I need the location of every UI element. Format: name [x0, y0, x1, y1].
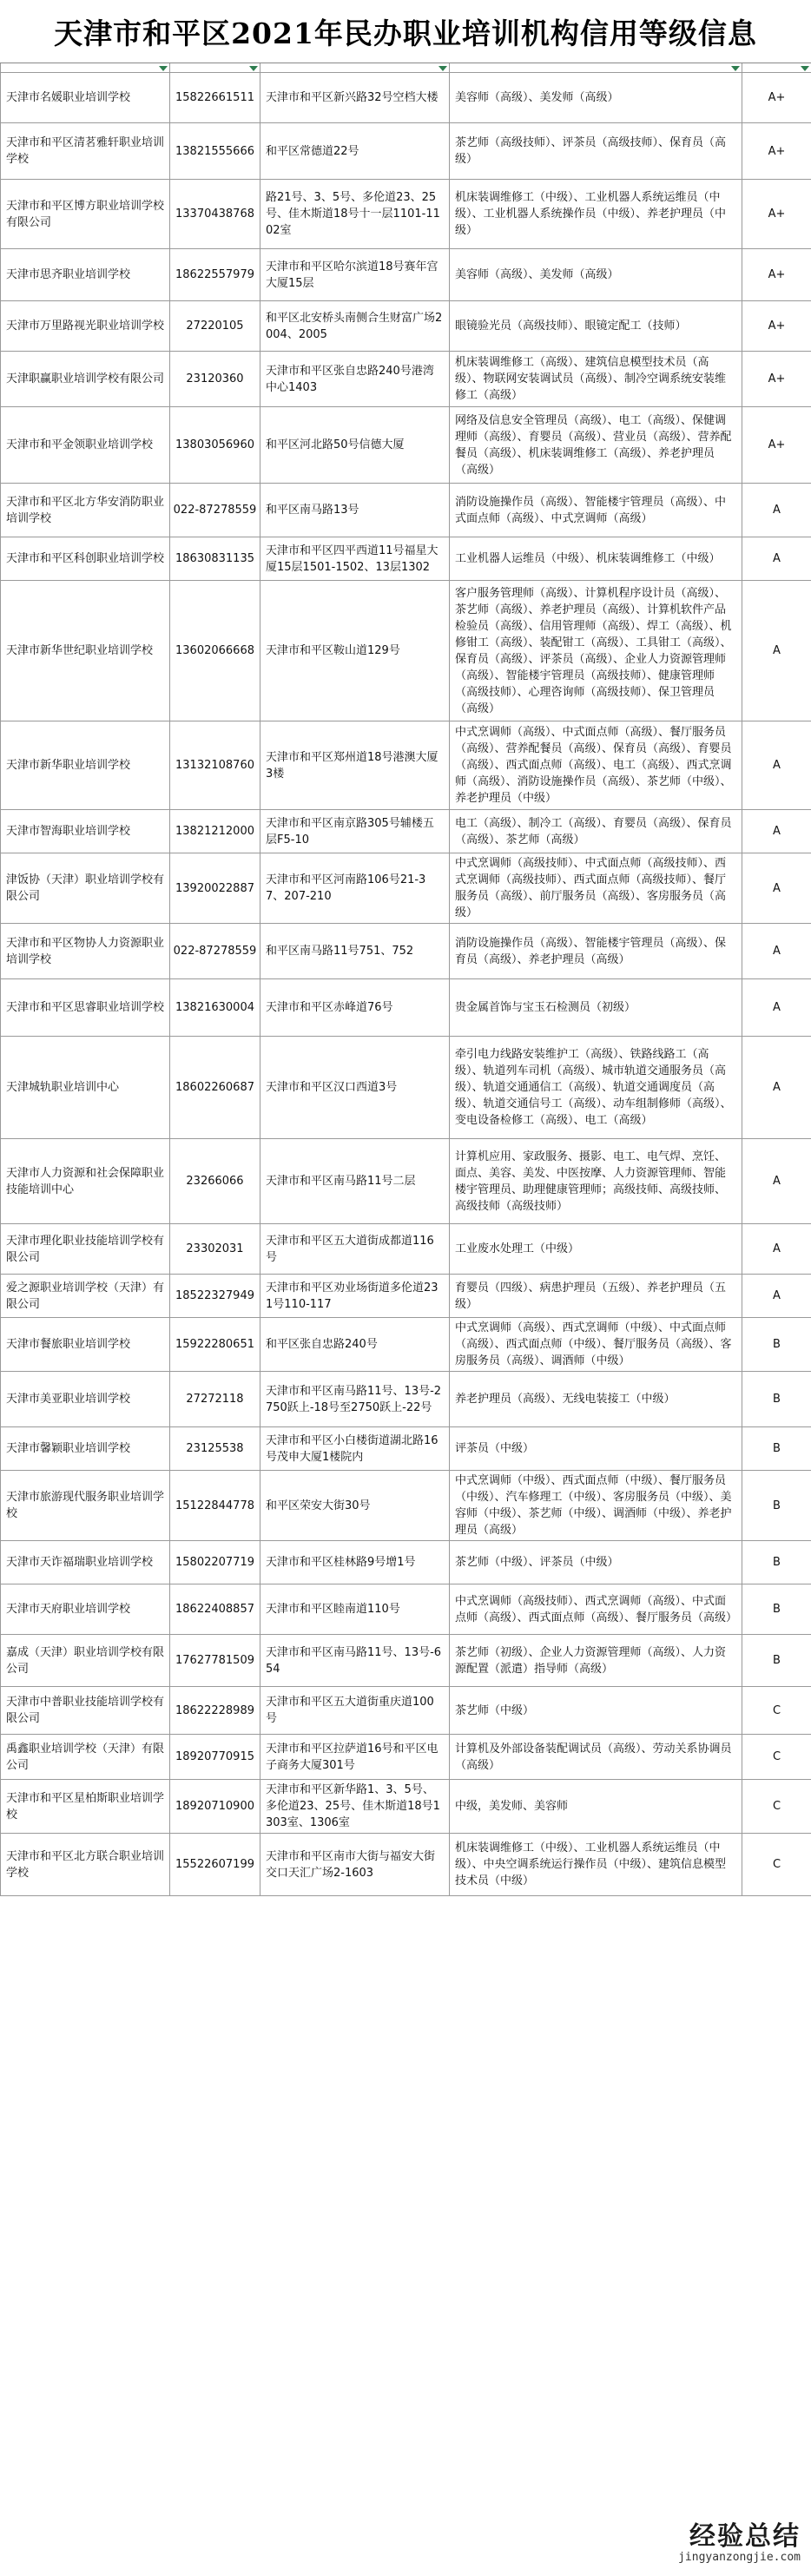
- address-cell: 天津市和平区张自忠路240号港湾中心1403: [260, 352, 450, 407]
- table-row: [1, 180, 811, 249]
- courses-cell: 网络及信息安全管理员（高级）、电工（高级）、保健调理师（高级）、育婴员（高级）、营业员（高级）、营养配餐员（高级）、机床装调维修工（高级）、养老护理员（高级）: [450, 407, 742, 484]
- name-cell: 天津市美亚职业培训学校: [1, 1372, 170, 1427]
- address-cell: 天津市和平区哈尔滨道18号赛年宫大厦15层: [260, 249, 450, 301]
- name-cell: 天津市馨颖职业培训学校: [1, 1427, 170, 1471]
- courses-cell: 贵金属首饰与宝玉石检测员（初级）: [450, 979, 742, 1037]
- table-row: [1, 123, 811, 180]
- address-cell: 天津市和平区五大道街成都道116号: [260, 1224, 450, 1275]
- phone-cell: 23266066: [170, 1139, 260, 1224]
- address-cell: 和平区荣安大街30号: [260, 1471, 450, 1541]
- grade-cell: A: [742, 810, 811, 853]
- grade-cell: A+: [742, 352, 811, 407]
- name-cell: 嘉成（天津）职业培训学校有限公司: [1, 1635, 170, 1687]
- courses-cell: 眼镜验光员（高级技师）、眼镜定配工（技师）: [450, 301, 742, 352]
- grade-cell: A: [742, 537, 811, 581]
- table-row: [1, 721, 811, 810]
- name-cell: 津饭协（天津）职业培训学校有限公司: [1, 853, 170, 924]
- phone-cell: 23120360: [170, 352, 260, 407]
- phone-cell: 15922280651: [170, 1318, 260, 1372]
- grade-cell: A: [742, 721, 811, 810]
- address-cell: 和平区常德道22号: [260, 123, 450, 180]
- phone-cell: 18622408857: [170, 1584, 260, 1635]
- table-row: [1, 1224, 811, 1275]
- name-cell: 天津市旅游现代服务职业培训学校: [1, 1471, 170, 1541]
- grade-cell: A+: [742, 249, 811, 301]
- page-title: 天津市和平区2021年民办职业培训机构信用等级信息: [54, 16, 757, 50]
- address-cell: 和平区南马路11号751、752: [260, 924, 450, 979]
- table-row: [1, 1834, 811, 1896]
- address-cell: 路21号、3、5号、多伦道23、25号、佳木斯道18号十一层1101-1102室: [260, 180, 450, 249]
- name-cell: 天津市和平区星柏斯职业培训学校: [1, 1780, 170, 1834]
- phone-cell: 022-87278559: [170, 924, 260, 979]
- courses-cell: 电工（高级）、制冷工（高级）、育婴员（高级）、保育员（高级）、茶艺师（高级）: [450, 810, 742, 853]
- grade-cell: B: [742, 1635, 811, 1687]
- name-cell: 天津市天府职业培训学校: [1, 1584, 170, 1635]
- filter-row: [1, 63, 811, 73]
- courses-cell: 中式烹调师（高级）、西式烹调师（中级）、中式面点师（高级）、西式面点师（中级）、餐厅服务员（高级）、客房服务员（高级）、调酒师（中级）: [450, 1318, 742, 1372]
- table-row: [1, 1037, 811, 1139]
- name-cell: 天津市中普职业技能培训学校有限公司: [1, 1687, 170, 1735]
- phone-cell: 18920770915: [170, 1735, 260, 1780]
- name-cell: 天津市和平区清茗雅轩职业培训学校: [1, 123, 170, 180]
- table-row: [1, 924, 811, 979]
- name-cell: 天津市天诈福瑞职业培训学校: [1, 1541, 170, 1584]
- address-cell: 天津市和平区拉萨道16号和平区电子商务大厦301号: [260, 1735, 450, 1780]
- phone-cell: 15522607199: [170, 1834, 260, 1896]
- courses-cell: 中式烹调师（高级）、中式面点师（高级）、餐厅服务员（高级）、营养配餐员（高级）、保育员（高级）、育婴员（高级）、西式面点师（高级）、电工（高级）、西式烹调师（高级）、消防设施操作员（高级）、茶艺师（中级）、养老护理员（中级）: [450, 721, 742, 810]
- grade-cell: A: [742, 581, 811, 721]
- phone-cell: 15822661511: [170, 73, 260, 123]
- name-cell: 天津市和平区物协人力资源职业培训学校: [1, 924, 170, 979]
- grade-cell: C: [742, 1780, 811, 1834]
- grade-cell: A+: [742, 407, 811, 484]
- courses-cell: 消防设施操作员（高级）、智能楼宇管理员（高级）、保育员（高级）、养老护理员（高级）: [450, 924, 742, 979]
- table-row: [1, 979, 811, 1037]
- name-cell: 天津市思齐职业培训学校: [1, 249, 170, 301]
- name-cell: 天津市和平区博方职业培训学校有限公司: [1, 180, 170, 249]
- address-cell: 天津市和平区新兴路32号空档大楼: [260, 73, 450, 123]
- grade-cell: A: [742, 979, 811, 1037]
- name-cell: 天津市新华世纪职业培训学校: [1, 581, 170, 721]
- table-row: [1, 853, 811, 924]
- filter-dropdown-icon[interactable]: [438, 66, 447, 71]
- address-cell: 天津市和平区南马路11号、13号-2750跃上-18号至2750跃上-22号: [260, 1372, 450, 1427]
- address-cell: 天津市和平区小白楼街道湖北路16号茂申大厦1楼院内: [260, 1427, 450, 1471]
- filter-dropdown-icon[interactable]: [731, 66, 740, 71]
- address-cell: 天津市和平区南马路11号二层: [260, 1139, 450, 1224]
- name-cell: 天津市和平金领职业培训学校: [1, 407, 170, 484]
- courses-cell: 中级，美发师、美容师: [450, 1780, 742, 1834]
- phone-cell: 23125538: [170, 1427, 260, 1471]
- phone-cell: 13821630004: [170, 979, 260, 1037]
- address-cell: 天津市和平区郑州道18号港澳大厦3楼: [260, 721, 450, 810]
- courses-cell: 消防设施操作员（高级）、智能楼宇管理员（高级）、中式面点师（高级）、中式烹调师（高级）: [450, 484, 742, 537]
- watermark-logo-text: 经验总结: [689, 2521, 801, 2552]
- phone-cell: 13132108760: [170, 721, 260, 810]
- table-row: [1, 1471, 811, 1541]
- phone-cell: 18602260687: [170, 1037, 260, 1139]
- table-row: [1, 1780, 811, 1834]
- address-cell: 天津市和平区劝业场街道多伦道231号110-117: [260, 1275, 450, 1318]
- address-cell: 天津市和平区汉口西道3号: [260, 1037, 450, 1139]
- courses-cell: 茶艺师（中级）、评茶员（中级）: [450, 1541, 742, 1584]
- phone-cell: 18522327949: [170, 1275, 260, 1318]
- table-row: [1, 1584, 811, 1635]
- name-cell: 天津职赢职业培训学校有限公司: [1, 352, 170, 407]
- address-cell: 天津市和平区赤峰道76号: [260, 979, 450, 1037]
- courses-cell: 中式烹调师（高级技师）、西式烹调师（高级）、中式面点师（高级）、西式面点师（高级）、餐厅服务员（高级）: [450, 1584, 742, 1635]
- name-cell: 天津市人力资源和社会保障职业技能培训中心: [1, 1139, 170, 1224]
- name-cell: 天津市和平区科创职业培训学校: [1, 537, 170, 581]
- phone-cell: 27220105: [170, 301, 260, 352]
- grade-cell: A: [742, 1139, 811, 1224]
- table-row: [1, 1372, 811, 1427]
- courses-cell: 中式烹调师（中级）、西式面点师（中级）、餐厅服务员（中级）、汽车修理工（中级）、客房服务员（中级）、美容师（中级）、茶艺师（中级）、调酒师（中级）、养老护理员（高级）: [450, 1471, 742, 1541]
- table-row: [1, 1275, 811, 1318]
- phone-cell: 23302031: [170, 1224, 260, 1275]
- grade-cell: B: [742, 1471, 811, 1541]
- name-cell: 天津城轨职业培训中心: [1, 1037, 170, 1139]
- courses-cell: 育婴员（四级）、病患护理员（五级）、养老护理员（五级）: [450, 1275, 742, 1318]
- table-row: [1, 810, 811, 853]
- table-row: [1, 301, 811, 352]
- table-row: [1, 1541, 811, 1584]
- phone-cell: 13602066668: [170, 581, 260, 721]
- table-row: [1, 1427, 811, 1471]
- address-cell: 天津市和平区五大道街重庆道100号: [260, 1687, 450, 1735]
- address-cell: 和平区河北路50号信德大厦: [260, 407, 450, 484]
- name-cell: 爱之源职业培训学校（天津）有限公司: [1, 1275, 170, 1318]
- watermark: [678, 2514, 801, 2564]
- address-cell: 天津市和平区南市大街与福安大街交口天汇广场2-1603: [260, 1834, 450, 1896]
- name-cell: 天津市万里路视光职业培训学校: [1, 301, 170, 352]
- name-cell: 禹鑫职业培训学校（天津）有限公司: [1, 1735, 170, 1780]
- table-row: [1, 581, 811, 721]
- phone-cell: 15122844778: [170, 1471, 260, 1541]
- watermark-url: jingyanzongjie.com: [678, 2551, 801, 2564]
- courses-cell: 茶艺师（高级技师）、评茶员（高级技师）、保育员（高级）: [450, 123, 742, 180]
- address-cell: 天津市和平区四平西道11号福星大厦15层1501-1502、13层1302: [260, 537, 450, 581]
- grade-cell: A: [742, 924, 811, 979]
- courses-cell: 工业机器人运维员（中级）、机床装调维修工（中级）: [450, 537, 742, 581]
- courses-cell: 评茶员（中级）: [450, 1427, 742, 1471]
- filter-dropdown-icon[interactable]: [159, 66, 168, 71]
- filter-cell-grade: [742, 63, 811, 73]
- phone-cell: 13821555666: [170, 123, 260, 180]
- filter-cell-phone: [170, 63, 260, 73]
- phone-cell: 15802207719: [170, 1541, 260, 1584]
- table-row: [1, 484, 811, 537]
- courses-cell: 计算机应用、家政服务、摄影、电工、电气焊、烹饪、面点、美容、美发、中医按摩、人力资源管理师、智能楼宇管理员、助理健康管理师；高级技师、高级技师、高级技师（高级技师）: [450, 1139, 742, 1224]
- phone-cell: 18630831135: [170, 537, 260, 581]
- courses-cell: 牵引电力线路安装维护工（高级）、铁路线路工（高级）、轨道列车司机（高级）、城市轨道交通服务员（高级）、轨道交通通信工（高级）、轨道交通调度员（高级）、轨道交通信号工（高级）、动车组制修师（高级）、变电设备检修工（高级）、电工（高级）: [450, 1037, 742, 1139]
- address-cell: 天津市和平区桂林路9号增1号: [260, 1541, 450, 1584]
- table-row: [1, 537, 811, 581]
- grade-cell: C: [742, 1687, 811, 1735]
- table-row: [1, 352, 811, 407]
- table-row: [1, 249, 811, 301]
- address-cell: 天津市和平区鞍山道129号: [260, 581, 450, 721]
- courses-cell: 美容师（高级）、美发师（高级）: [450, 249, 742, 301]
- title-row: [0, 0, 811, 63]
- phone-cell: 18622228989: [170, 1687, 260, 1735]
- grade-cell: A: [742, 1275, 811, 1318]
- filter-dropdown-icon[interactable]: [801, 66, 809, 71]
- courses-cell: 茶艺师（中级）: [450, 1687, 742, 1735]
- courses-cell: 茶艺师（初级）、企业人力资源管理师（高级）、人力资源配置（派遣）指导师（高级）: [450, 1635, 742, 1687]
- grade-cell: B: [742, 1318, 811, 1372]
- name-cell: 天津市理化职业技能培训学校有限公司: [1, 1224, 170, 1275]
- courses-cell: 工业废水处理工（中级）: [450, 1224, 742, 1275]
- table-row: [1, 1318, 811, 1372]
- address-cell: 天津市和平区南京路305号辅楼五层F5-10: [260, 810, 450, 853]
- grade-cell: A: [742, 853, 811, 924]
- institutions-table: [0, 63, 811, 1896]
- name-cell: 天津市智海职业培训学校: [1, 810, 170, 853]
- filter-cell-courses: [450, 63, 742, 73]
- table-row: [1, 407, 811, 484]
- courses-cell: 养老护理员（高级）、无线电装接工（中级）: [450, 1372, 742, 1427]
- phone-cell: 18920710900: [170, 1780, 260, 1834]
- filter-cell-name: [1, 63, 170, 73]
- grade-cell: A+: [742, 180, 811, 249]
- grade-cell: A: [742, 484, 811, 537]
- address-cell: 天津市和平区河南路106号21-37、207-210: [260, 853, 450, 924]
- grade-cell: B: [742, 1541, 811, 1584]
- name-cell: 天津市餐旅职业培训学校: [1, 1318, 170, 1372]
- phone-cell: 18622557979: [170, 249, 260, 301]
- courses-cell: 中式烹调师（高级技师）、中式面点师（高级技师）、西式烹调师（高级技师）、西式面点师（高级技师）、餐厅服务员（高级）、前厅服务员（高级）、客房服务员（高级）: [450, 853, 742, 924]
- table-row: [1, 1687, 811, 1735]
- phone-cell: 13821212000: [170, 810, 260, 853]
- address-cell: 天津市和平区睦南道110号: [260, 1584, 450, 1635]
- address-cell: 天津市和平区新华路1、3、5号、多伦道23、25号、佳木斯道18号1303室、1306室: [260, 1780, 450, 1834]
- table-row: [1, 73, 811, 123]
- name-cell: 天津市和平区思睿职业培训学校: [1, 979, 170, 1037]
- phone-cell: 27272118: [170, 1372, 260, 1427]
- phone-cell: 13370438768: [170, 180, 260, 249]
- filter-cell-address: [260, 63, 450, 73]
- grade-cell: C: [742, 1834, 811, 1896]
- grade-cell: A+: [742, 301, 811, 352]
- grade-cell: B: [742, 1372, 811, 1427]
- phone-cell: 022-87278559: [170, 484, 260, 537]
- grade-cell: A: [742, 1224, 811, 1275]
- table-row: [1, 1139, 811, 1224]
- courses-cell: 客户服务管理师（高级）、计算机程序设计员（高级）、茶艺师（高级）、养老护理员（高级）、计算机软件产品检验员（高级）、信用管理师（高级）、焊工（高级）、机修钳工（高级）、装配钳工（高级）、工具钳工（高级）、保育员（高级）、评茶员（高级）、企业人力资源管理师（高级）、智能楼宇管理员（高级技师）、健康管理师（高级技师）、心理咨询师（高级技师）、保卫管理员（高级）: [450, 581, 742, 721]
- address-cell: 和平区北安桥头南侧合生财富广场2004、2005: [260, 301, 450, 352]
- name-cell: 天津市新华职业培训学校: [1, 721, 170, 810]
- grade-cell: A+: [742, 73, 811, 123]
- courses-cell: 机床装调维修工（中级）、工业机器人系统运维员（中级）、工业机器人系统操作员（中级）、养老护理员（中级）: [450, 180, 742, 249]
- grade-cell: B: [742, 1584, 811, 1635]
- name-cell: 天津市和平区北方华安消防职业培训学校: [1, 484, 170, 537]
- address-cell: 天津市和平区南马路11号、13号-654: [260, 1635, 450, 1687]
- address-cell: 和平区张自忠路240号: [260, 1318, 450, 1372]
- filter-dropdown-icon[interactable]: [249, 66, 258, 71]
- grade-cell: A: [742, 1037, 811, 1139]
- table-row: [1, 1735, 811, 1780]
- name-cell: 天津市和平区北方联合职业培训学校: [1, 1834, 170, 1896]
- phone-cell: 13803056960: [170, 407, 260, 484]
- phone-cell: 17627781509: [170, 1635, 260, 1687]
- grade-cell: C: [742, 1735, 811, 1780]
- name-cell: 天津市名媛职业培训学校: [1, 73, 170, 123]
- courses-cell: 计算机及外部设备装配调试员（高级）、劳动关系协调员（高级）: [450, 1735, 742, 1780]
- grade-cell: B: [742, 1427, 811, 1471]
- phone-cell: 13920022887: [170, 853, 260, 924]
- address-cell: 和平区南马路13号: [260, 484, 450, 537]
- courses-cell: 机床装调维修工（高级）、建筑信息模型技术员（高级）、物联网安装调试员（高级）、制冷空调系统安装维修工（高级）: [450, 352, 742, 407]
- courses-cell: 美容师（高级）、美发师（高级）: [450, 73, 742, 123]
- table-row: [1, 1635, 811, 1687]
- grade-cell: A+: [742, 123, 811, 180]
- courses-cell: 机床装调维修工（中级）、工业机器人系统运维员（中级）、中央空调系统运行操作员（中级）、建筑信息模型技术员（中级）: [450, 1834, 742, 1896]
